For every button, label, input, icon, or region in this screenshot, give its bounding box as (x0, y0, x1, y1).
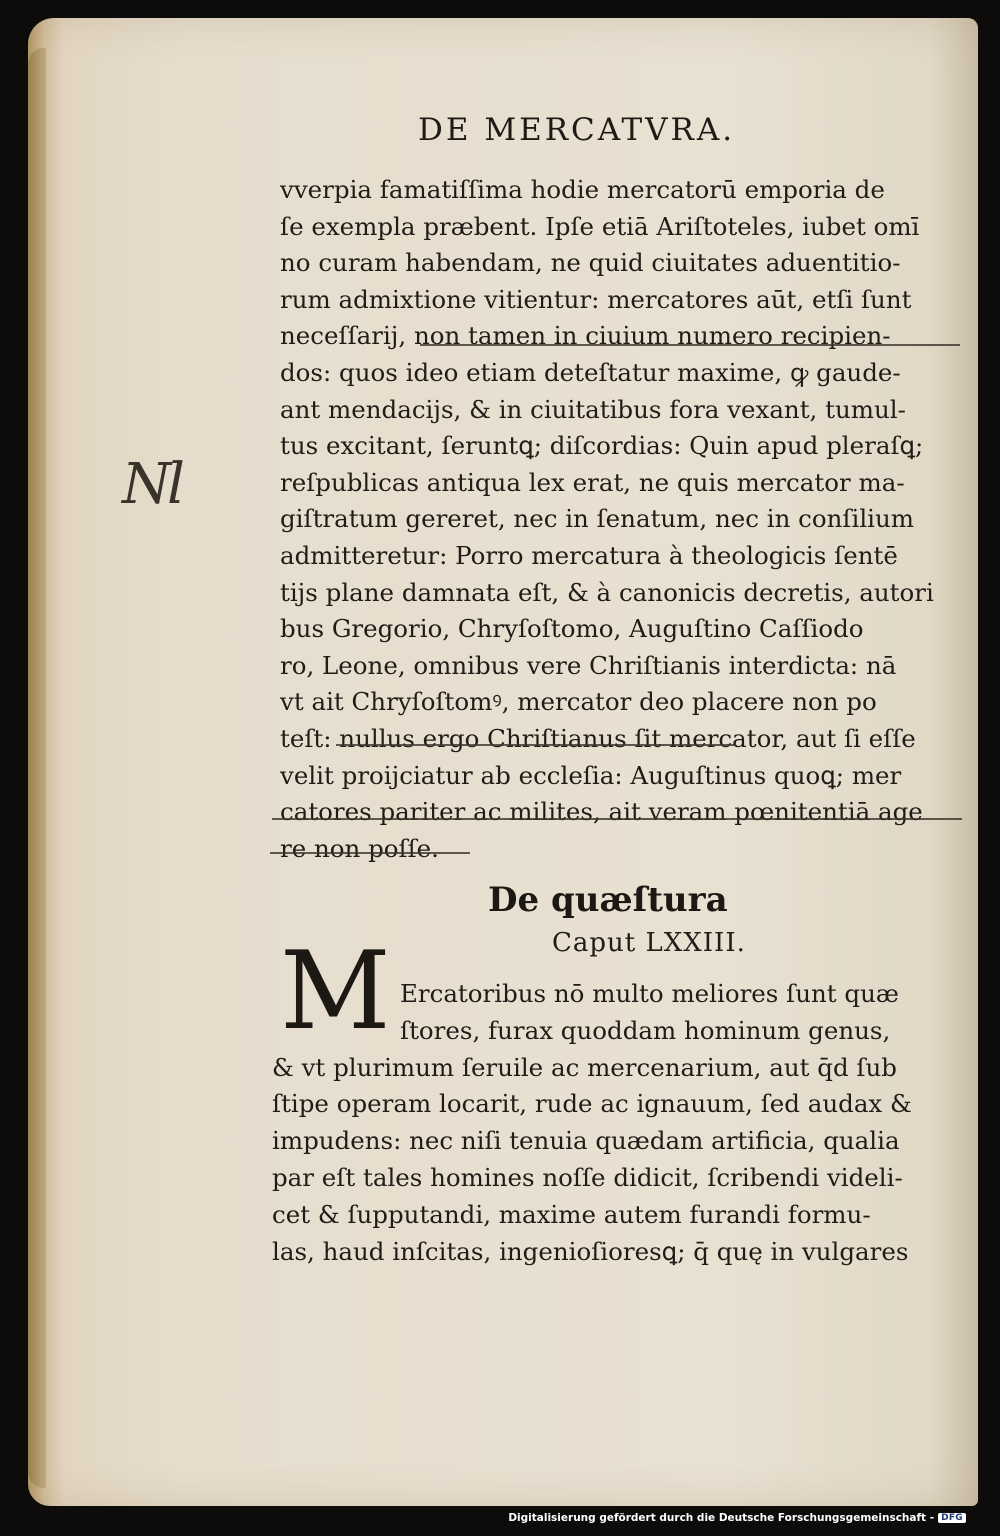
text-line: Ercatoribus nō multo meliores ſunt quæ (400, 979, 899, 1008)
text-line: teſt: nullus ergo Chriſtianus ſit mercator, aut ſi eſſe (280, 723, 916, 753)
text-line: rum admixtione vitientur: mercatores aūt, etſi ſunt (280, 284, 912, 314)
text-line: bus Gregorio, Chryſoſtomo, Auguſtino Caſſiodo (280, 614, 864, 644)
text-line: tus excitant, ſeruntꝗ; diſcordias: Quin apud pleraſꝗ; (280, 431, 924, 461)
digitization-credit (508, 1512, 966, 1524)
text-line: & vt plurimum ſeruile ac mercenarium, aut q̄d ſub (272, 1052, 897, 1082)
ink-underline (420, 344, 960, 346)
text-line: reſpublicas antiqua lex erat, ne quis mercator ma- (280, 467, 905, 497)
text-line: ſtores, furax quoddam hominum genus, (400, 1015, 891, 1045)
text-line: ſtipe operam locarit, rude ac ignauum, ſed audax & (272, 1089, 912, 1119)
text-line: vt ait Chryſoſtomꝰ, mercator deo placere non po (280, 687, 877, 717)
handwritten-margin-note: Nl (122, 452, 181, 517)
chapter-heading: De quæſtura (488, 880, 728, 920)
drop-cap-initial: M (280, 929, 391, 1054)
text-line: neceſſarij, non tamen in ciuium numero recipien- (280, 321, 891, 351)
text-line: impudens: nec niſi tenuia quædam artificia, qualia (272, 1126, 900, 1156)
text-line: ant mendacijs, & in ciuitatibus fora vexant, tumul- (280, 394, 906, 424)
text-line: velit proijciatur ab eccleſia: Auguſtinus quoꝗ; mer (280, 760, 902, 790)
text-line: giſtratum gereret, nec in ſenatum, nec in conſilium (280, 504, 915, 534)
ink-underline (270, 852, 470, 854)
text-line: catores pariter ac milites, ait veram pœnitentiā age (280, 797, 923, 827)
text-line: par eſt tales homines noſſe didicit, ſcribendi videli- (272, 1162, 903, 1192)
text-line: re non poſſe. (280, 833, 439, 863)
text-line: admitteretur: Porro mercatura à theologicis ſentē (280, 540, 898, 570)
chapter-number: Caput LXXIII. (552, 928, 746, 958)
running-head: DE MERCATVRA. (418, 112, 736, 148)
text-line: dos: quos ideo etiam deteſtatur maxime, ꝙ gaude- (280, 357, 901, 387)
text-line: ro, Leone, omnibus vere Chriſtianis interdicta: nā (280, 650, 897, 680)
text-line: vverpia famatiſſima hodie mercatorū emporia de (280, 175, 885, 204)
dfg-logo: DFG (938, 1513, 966, 1523)
text-line: no curam habendam, ne quid ciuitates aduentitio- (280, 248, 901, 278)
ink-underline (336, 744, 736, 746)
ink-underline (272, 818, 962, 820)
credit-text: Digitalisierung gefördert durch die Deutsche Forschungsgemeinschaft - (508, 1512, 935, 1524)
chapter-text-block (272, 976, 962, 1270)
page-binding-edge (28, 48, 46, 1488)
text-line: cet & ſupputandi, maxime autem furandi formu- (272, 1199, 871, 1229)
main-text-block (280, 172, 960, 867)
text-line: ſe exempla præbent. Ipſe etiā Ariſtoteles, iubet omī (280, 211, 920, 241)
text-line: tijs plane damnata eſt, & à canonicis decretis, autori (280, 577, 934, 607)
text-line: las, haud inſcitas, ingenioſioresꝗ; q̄ quę in vulgares (272, 1236, 909, 1266)
